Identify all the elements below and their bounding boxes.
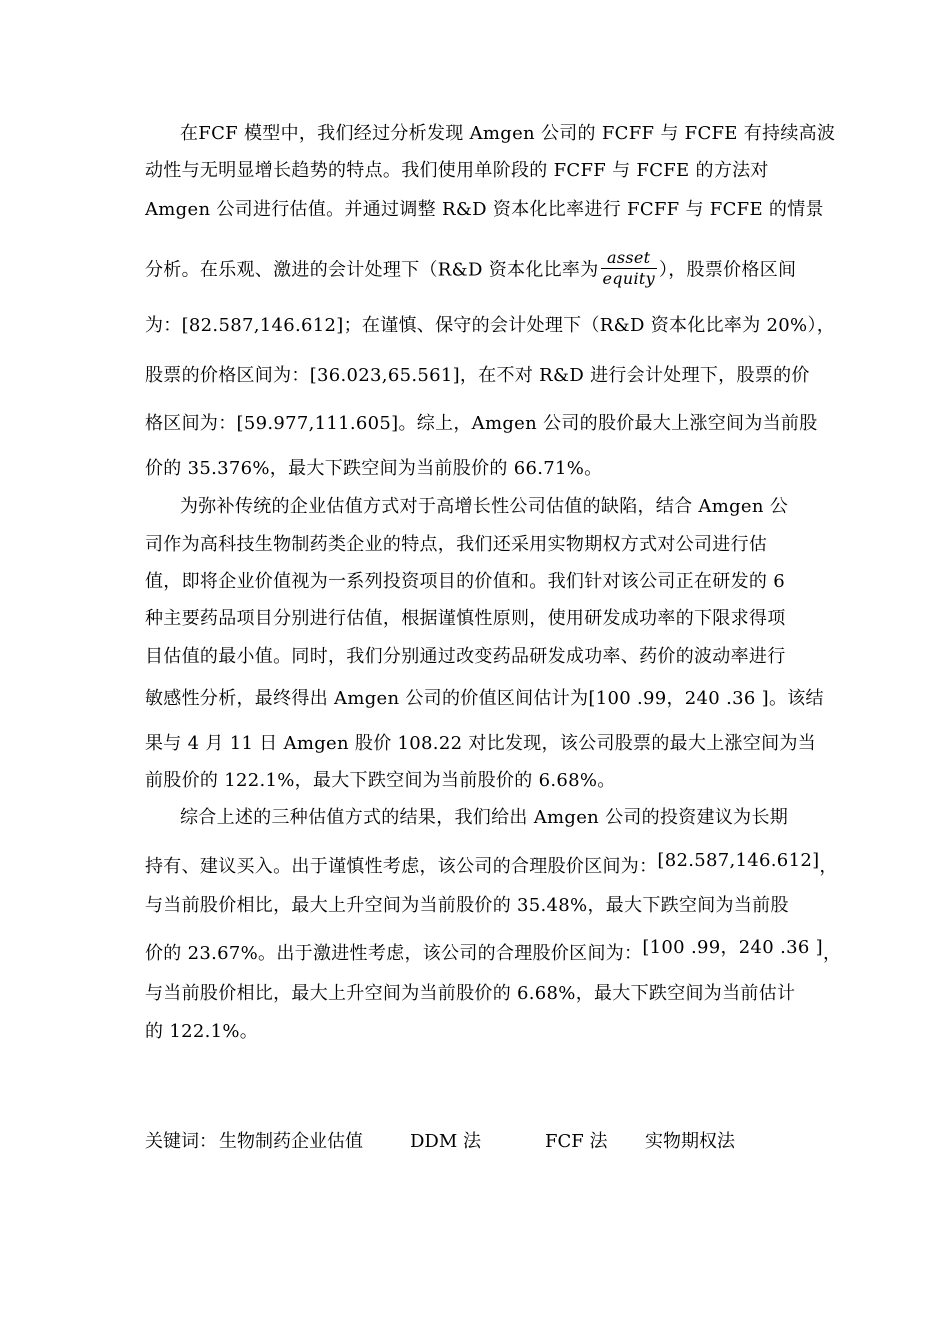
paragraph-2-line-1: 为弥补传统的企业估值方式对于高增长性公司估值的缺陷，结合 Amgen 公 xyxy=(180,496,789,517)
paragraph-2-line-3: 值，即将企业价值视为一系列投资项目的价值和。我们针对该公司正在研发的 6 xyxy=(145,571,785,592)
paragraph-3-line-4 xyxy=(145,937,842,966)
keyword-4: 实物期权法 xyxy=(645,1131,735,1152)
paragraph-2-line-5: 目估值的最小值。同时，我们分别通过改变药品研发成功率、药价的波动率进行 xyxy=(145,646,786,667)
paragraph-3-line-4-before: 价的 23.67%。出于激进性考虑，该公司的合理股价区间为： xyxy=(145,943,643,964)
paragraph-2-line-8: 前股价的 122.1%，最大下跌空间为当前股价的 6.68%。 xyxy=(145,770,616,791)
paragraph-3-line-2 xyxy=(145,850,838,879)
paragraph-3-line-2-before: 持有、建议买入。出于谨慎性考虑，该公司的合理股价区间为： xyxy=(145,856,658,877)
fraction-asset-over-equity xyxy=(601,248,657,289)
paragraph-1-line-5: 为：[82.587,146.612]；在谨慎、保守的会计处理下（R&D 资本化比率为 20%）， xyxy=(145,315,836,336)
paragraph-1-line-3: Amgen 公司进行估值。并通过调整 R&D 资本化比率进行 FCFF 与 FCFE 的情景 xyxy=(145,199,824,220)
paragraph-1-line-4 xyxy=(145,250,810,291)
paragraph-1-line-8: 价的 35.376%，最大下跌空间为当前股价的 66.71%。 xyxy=(145,458,603,479)
keyword-1: 生物制药企业估值 xyxy=(219,1131,363,1152)
aggressive-price-interval: [100 .99，240 .36 ] xyxy=(642,937,823,958)
paragraph-1-line-6: 股票的价格区间为：[36.023,65.561]，在不对 R&D 进行会计处理下，股票的价 xyxy=(145,365,810,386)
paragraph-2-line-7: 果与 4 月 11 日 Amgen 股价 108.22 对比发现，该公司股票的最大上涨空间为当 xyxy=(145,733,817,754)
paragraph-3-line-3: 与当前股价相比，最大上升空间为当前股价的 35.48%，最大下跌空间为当前股 xyxy=(145,895,789,916)
paragraph-3-line-4-after: ， xyxy=(822,943,842,964)
paragraph-2-line-6: 敏感性分析，最终得出 Amgen 公司的价值区间估计为[100 .99，240 .36 ]。该结 xyxy=(145,688,824,709)
fraction-numerator: asset xyxy=(601,248,657,269)
paragraph-3-line-2-after: ， xyxy=(819,856,838,877)
paragraph-1-line-4-before: 分析。在乐观、激进的会计处理下（R&D 资本化比率为 xyxy=(145,259,599,281)
paragraph-3-line-5: 与当前股价相比，最大上升空间为当前股价的 6.68%，最大下跌空间为当前估计 xyxy=(145,983,796,1004)
paragraph-2-line-4: 种主要药品项目分别进行估值，根据谨慎性原则，使用研发成功率的下限求得项 xyxy=(145,608,786,629)
keyword-3: FCF 法 xyxy=(545,1131,608,1152)
paragraph-1-line-2: 动性与无明显增长趋势的特点。我们使用单阶段的 FCFF 与 FCFE 的方法对 xyxy=(145,160,769,181)
fraction-denominator: equity xyxy=(602,269,655,288)
paragraph-1-line-7: 格区间为：[59.977,111.605]。综上，Amgen 公司的股价最大上涨空间为当前股 xyxy=(145,413,818,434)
paragraph-1-line-4-after: ），股票价格区间 xyxy=(658,259,797,281)
paragraph-1-line-1: 在FCF 模型中，我们经过分析发现 Amgen 公司的 FCFF 与 FCFE 有持续高波 xyxy=(180,123,836,144)
keyword-2: DDM 法 xyxy=(410,1131,482,1152)
prudent-price-interval: [82.587,146.612] xyxy=(657,850,820,871)
keywords-label: 关键词： xyxy=(145,1131,217,1152)
paragraph-2-line-2: 司作为高科技生物制药类企业的特点，我们还采用实物期权方式对公司进行估 xyxy=(145,534,768,555)
paragraph-3-line-6: 的 122.1%。 xyxy=(145,1021,259,1042)
paragraph-3-line-1: 综合上述的三种估值方式的结果，我们给出 Amgen 公司的投资建议为长期 xyxy=(180,807,789,828)
